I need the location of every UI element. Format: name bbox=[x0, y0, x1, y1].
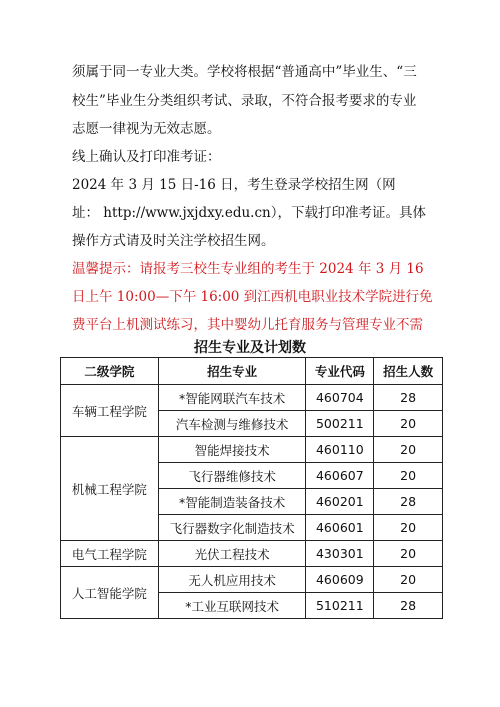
table-row bbox=[61, 541, 443, 567]
body-text-line: 须属于同一专业大类。学校将根据“普通高中”毕业生、“三 bbox=[72, 64, 417, 80]
major-cell: 智能焊接技术 bbox=[158, 437, 306, 463]
code-cell: 460607 bbox=[306, 463, 374, 489]
count-cell: 20 bbox=[374, 515, 443, 541]
enrollment-table bbox=[60, 357, 443, 619]
college-cell: 机械工程学院 bbox=[61, 437, 159, 541]
code-cell: 500211 bbox=[306, 411, 374, 437]
header-college: 二级学院 bbox=[61, 358, 159, 385]
count-cell: 20 bbox=[374, 437, 443, 463]
count-cell: 20 bbox=[374, 567, 443, 593]
table-row bbox=[61, 437, 443, 463]
notice-text-line: 费平台上机测试练习，其中婴幼儿托育服务与管理专业不需 bbox=[72, 317, 423, 333]
table-title: 招生专业及计划数 bbox=[194, 340, 306, 356]
body-text-line: 2024 年 3 月 15 日-16 日，考生登录学校招生网（网 bbox=[72, 177, 396, 193]
major-cell: 汽车检测与维修技术 bbox=[158, 411, 306, 437]
major-cell: 无人机应用技术 bbox=[158, 567, 306, 593]
notice-text-line: 日上午 10:00—下午 16:00 到江西机电职业技术学院进行免 bbox=[72, 289, 433, 305]
major-cell: *工业互联网技术 bbox=[158, 593, 306, 619]
notice-text-line: 温馨提示：请报考三校生专业组的考生于 2024 年 3 月 16 bbox=[72, 261, 424, 277]
body-text-line: 操作方式请及时关注学校招生网。 bbox=[72, 233, 275, 249]
major-cell: 飞行器维修技术 bbox=[158, 463, 306, 489]
header-count: 招生人数 bbox=[374, 358, 443, 385]
major-cell: *智能制造装备技术 bbox=[158, 489, 306, 515]
code-cell: 460704 bbox=[306, 385, 374, 411]
college-cell: 人工智能学院 bbox=[61, 567, 159, 619]
count-cell: 28 bbox=[374, 489, 443, 515]
college-cell: 车辆工程学院 bbox=[61, 385, 159, 437]
code-cell: 460110 bbox=[306, 437, 374, 463]
body-text-line: 址： http://www.jxjdxy.edu.cn），下载打印准考证。具体 bbox=[72, 205, 426, 221]
header-code: 专业代码 bbox=[306, 358, 374, 385]
table-row bbox=[61, 385, 443, 411]
count-cell: 20 bbox=[374, 411, 443, 437]
table-header-row bbox=[61, 358, 443, 385]
code-cell: 460201 bbox=[306, 489, 374, 515]
body-text-line: 校生”毕业生分类组织考试、录取，不符合报考要求的专业 bbox=[72, 93, 417, 109]
header-major: 招生专业 bbox=[158, 358, 306, 385]
major-cell: 光伏工程技术 bbox=[158, 541, 306, 567]
count-cell: 28 bbox=[374, 385, 443, 411]
college-cell: 电气工程学院 bbox=[61, 541, 159, 567]
body-text-line: 志愿一律视为无效志愿。 bbox=[72, 121, 221, 137]
count-cell: 20 bbox=[374, 463, 443, 489]
table-row bbox=[61, 567, 443, 593]
code-cell: 460601 bbox=[306, 515, 374, 541]
code-cell: 430301 bbox=[306, 541, 374, 567]
section-heading: 线上确认及打印准考证： bbox=[72, 149, 221, 165]
major-cell: 飞行器数字化制造技术 bbox=[158, 515, 306, 541]
count-cell: 20 bbox=[374, 541, 443, 567]
code-cell: 460609 bbox=[306, 567, 374, 593]
major-cell: *智能网联汽车技术 bbox=[158, 385, 306, 411]
code-cell: 510211 bbox=[306, 593, 374, 619]
count-cell: 28 bbox=[374, 593, 443, 619]
